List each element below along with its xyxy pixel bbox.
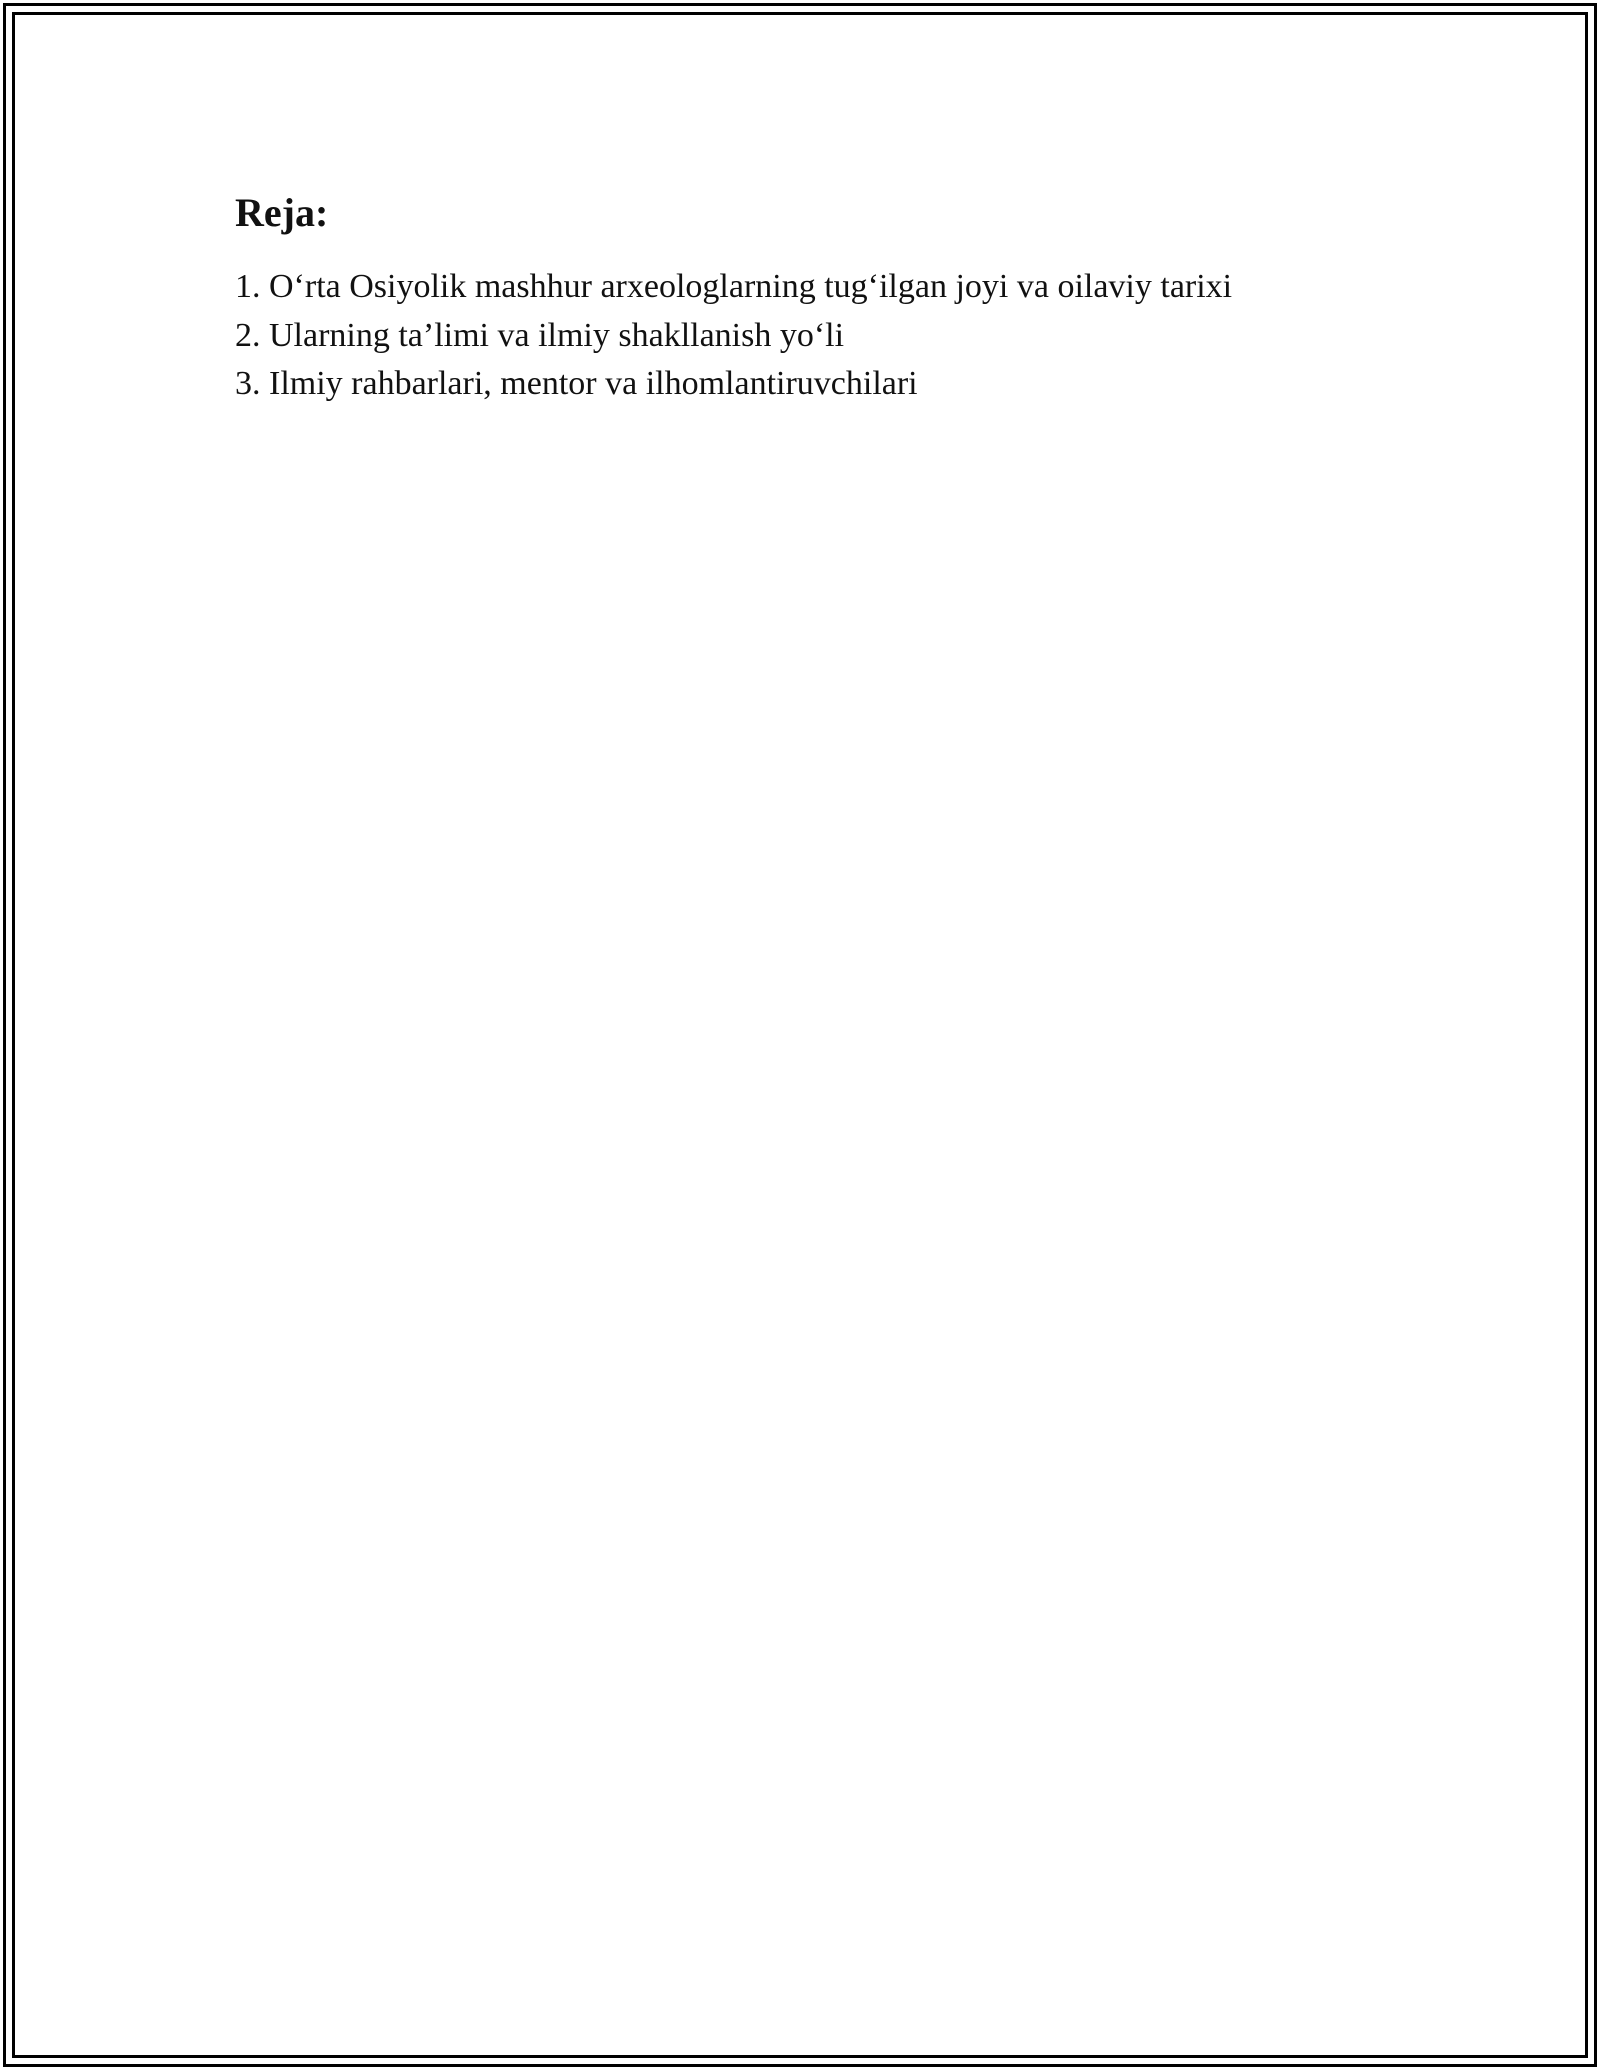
- page-content: [235, 185, 1435, 409]
- plan-heading: Reja:: [235, 190, 329, 235]
- plan-item-number: 1.: [235, 268, 261, 305]
- plan-item-3: [235, 360, 1435, 409]
- plan-item-text: O‘rta Osiyolik mashhur arxeologlarning tug‘ilgan joyi va oilaviy tarixi: [269, 268, 1233, 305]
- plan-item-number: 2.: [235, 316, 261, 354]
- plan-item-1: [235, 263, 1435, 312]
- plan-item-text: Ularning ta’limi va ilmiy shakllanish yo‘li: [269, 316, 845, 354]
- plan-list: [235, 263, 1435, 409]
- plan-item-2: [235, 312, 1435, 361]
- plan-item-number: 3.: [235, 365, 261, 402]
- plan-item-text: Ilmiy rahbarlari, mentor va ilhomlantiruvchilari: [269, 365, 918, 402]
